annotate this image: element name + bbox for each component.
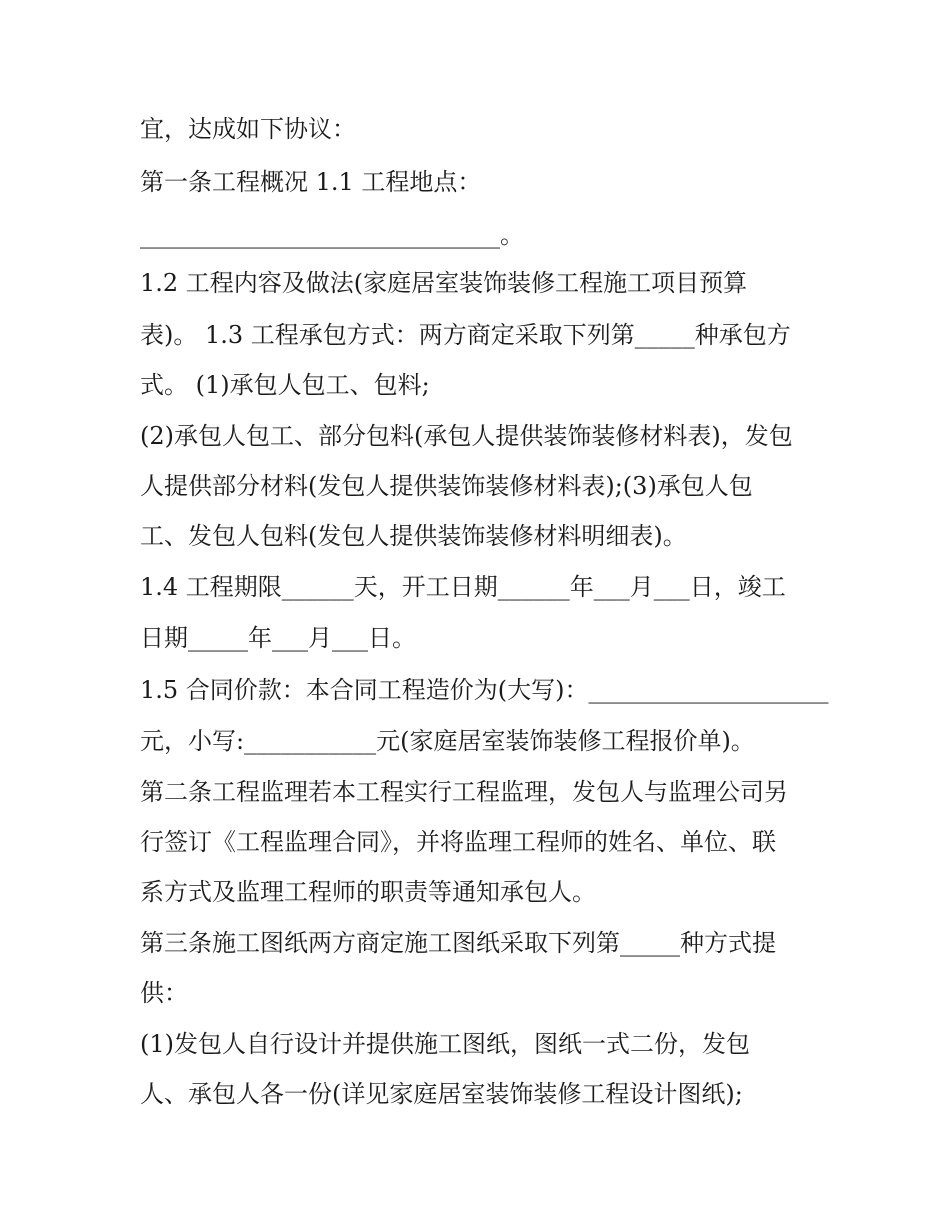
- text-line: 行签订《工程监理合同》，并将监理工程师的姓名、单位、联: [140, 828, 776, 856]
- text-line: 供：: [140, 979, 188, 1007]
- text-line: 人提供部分材料(发包人提供装饰装修材料表);(3)承包人包: [140, 472, 753, 500]
- text-line: ______________________________。: [140, 221, 524, 249]
- text-line: 元，小写:___________元(家庭居室装饰装修工程报价单)。: [140, 727, 755, 755]
- text-line: 1.2 工程内容及做法(家庭居室装饰装修工程施工项目预算: [140, 269, 748, 297]
- text-line: 1.4 工程期限______天，开工日期______年___月___日，竣工: [140, 573, 786, 601]
- text-line: 第一条工程概况 1.1 工程地点：: [140, 168, 482, 196]
- text-line: (2)承包人包工、部分包料(承包人提供装饰装修材料表)，发包: [140, 422, 793, 450]
- text-line: 宜，达成如下协议：: [140, 115, 356, 143]
- text-line: 工、发包人包料(发包人提供装饰装修材料明细表)。: [140, 522, 687, 550]
- text-line: 式。 (1)承包人包工、包料;: [140, 371, 430, 399]
- text-line: 1.5 合同价款：本合同工程造价为(大写)：____________________: [140, 676, 829, 704]
- text-line: 第二条工程监理若本工程实行工程监理，发包人与监理公司另: [140, 778, 788, 806]
- text-line: 系方式及监理工程师的职责等通知承包人。: [140, 878, 596, 906]
- text-line: 日期_____年___月___日。: [140, 624, 416, 652]
- text-line: 表)。 1.3 工程承包方式：两方商定采取下列第_____种承包方: [140, 321, 791, 349]
- text-line: 人、承包人各一份(详见家庭居室装饰装修工程设计图纸);: [140, 1080, 743, 1108]
- text-line: (1)发包人自行设计并提供施工图纸，图纸一式二份，发包: [140, 1030, 750, 1058]
- text-line: 第三条施工图纸两方商定施工图纸采取下列第_____种方式提: [140, 929, 776, 957]
